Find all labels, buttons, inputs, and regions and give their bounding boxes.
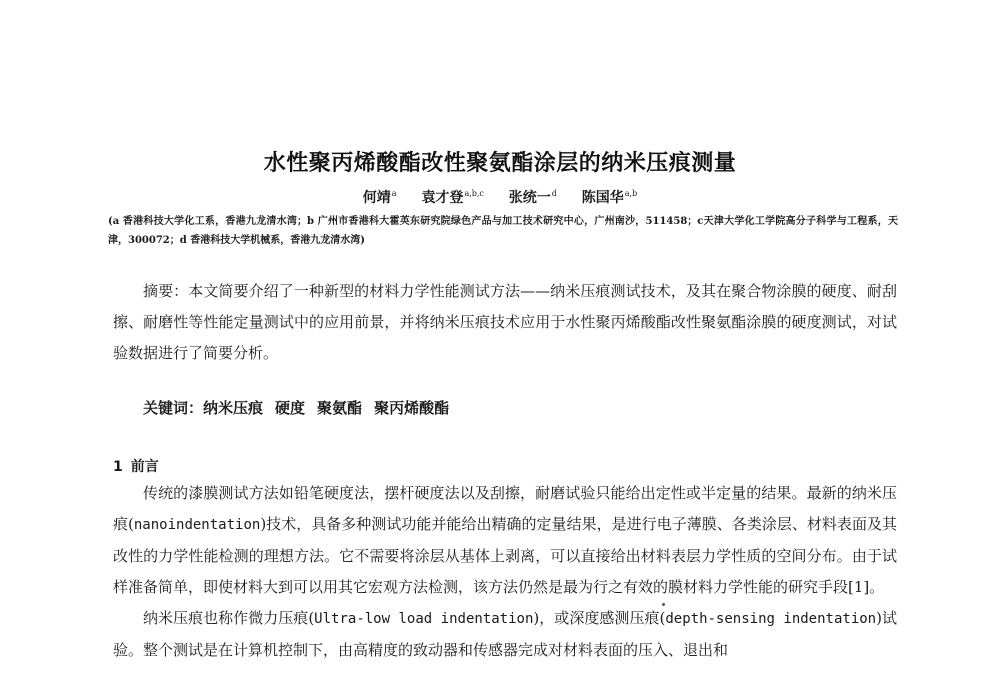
abstract	[113, 276, 897, 369]
author-affiliation-mark: a	[391, 189, 397, 198]
paragraph-text: 传统的漆膜测试方法如铅笔硬度法，摆杆硬度法以及刮擦，耐磨试验只能给出定性或半定量的结果。最新的纳米压痕(	[113, 484, 897, 533]
paragraph-text: )，或深度感测压痕(	[533, 609, 666, 627]
author-affiliation-mark: a,b	[624, 189, 638, 198]
author-name: 何靖	[362, 190, 391, 206]
author	[363, 190, 397, 206]
body-text	[113, 478, 897, 666]
paragraph	[113, 603, 897, 666]
author-name: 袁才登	[421, 190, 464, 206]
paper-title: 水性聚丙烯酸酯改性聚氨酯涂层的纳米压痕测量	[263, 151, 737, 176]
paragraph-text: )试验。整个测试是在计算机控制下，由高精度的致动器和传感器完成对材料表面的压入、退出和	[113, 609, 897, 659]
section-number: 1	[113, 459, 123, 475]
keywords-label: 关键词：	[143, 399, 204, 417]
affiliations: (a 香港科技大学化工系，香港九龙清水湾；b 广州市香港科大霍英东研究院绿色产品与加工技术研究中心，广州南沙，511458；c天津大学化工学院高分子科学与工程系，天津，300072；d 香港科技大学机械系，香港九龙清水湾)	[108, 216, 898, 246]
author-name: 张统一	[508, 190, 551, 206]
paragraph-term: nanoindentation	[133, 517, 261, 533]
abstract-text: 本文简要介绍了一种新型的材料力学性能测试方法——纳米压痕测试技术，及其在聚合物涂膜的硬度、耐刮擦、耐磨性等性能定量测试中的应用前景，并将纳米压痕技术应用于水性聚丙烯酸酯改性聚氨酯涂膜的硬度测试，对试验数据进行了简要分析。	[113, 282, 897, 362]
author-affiliation-mark: d	[551, 189, 557, 198]
paragraph	[113, 478, 897, 603]
keyword: 聚丙烯酸酯	[374, 399, 450, 417]
keyword: 聚氨酯	[317, 399, 363, 417]
paragraph-text: )技术，具备多种测试功能并能给出精确的定量结果，是进行电子薄膜、各类涂层、材料表面及其改性的力学性能检测的理想方法。它不需要将涂层从基体上剥离，可以直接给出材料表层力学性质的空间分布。由于试样准备简单，即使材料大到可以用其它宏观方法检测，该方法仍然是最为行之有效的膜材料力学性能的研究手段[1]。	[113, 515, 897, 596]
paragraph-text: 纳米压痕也称作微力压痕(	[143, 609, 315, 627]
keywords	[143, 397, 449, 418]
author	[509, 190, 557, 206]
paragraph-term: depth-sensing indentation	[665, 611, 877, 627]
scan-speck	[662, 603, 665, 606]
author-name: 陈国华	[581, 190, 624, 206]
author-list	[0, 187, 1000, 207]
author-affiliation-mark: a,b,c	[464, 189, 484, 198]
abstract-label: 摘要：	[143, 282, 189, 300]
keyword: 纳米压痕	[203, 399, 264, 417]
section-heading	[113, 456, 159, 476]
keyword: 硬度	[275, 399, 306, 417]
paragraph-term: Ultra-low load indentation	[314, 611, 534, 627]
author	[421, 190, 483, 206]
author	[582, 190, 637, 206]
section-title: 前言	[130, 459, 159, 475]
